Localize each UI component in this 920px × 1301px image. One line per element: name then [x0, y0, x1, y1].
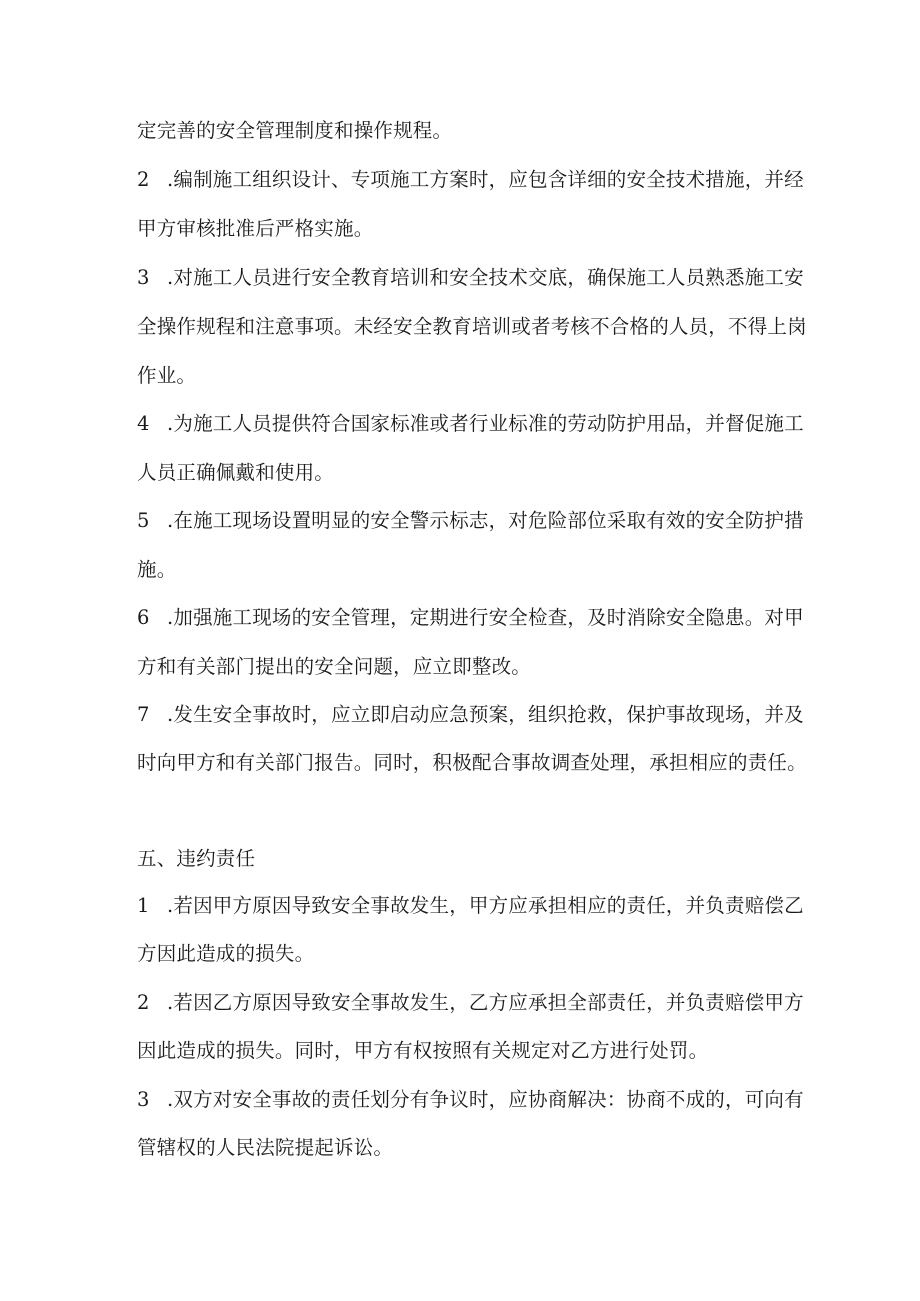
- safety-item-4-line-2: 人员正确佩戴和使用。: [137, 461, 335, 484]
- item-number: 2: [137, 991, 150, 1014]
- safety-item-5-line-1: [137, 508, 804, 534]
- item-text: .若因甲方原因导致安全事故发生，甲方应承担相应的责任，并负责赔偿乙: [167, 894, 804, 917]
- item-number: 5: [137, 509, 150, 532]
- item-text: .加强施工现场的安全管理，定期进行安全检查，及时消除安全隐患。对甲: [167, 606, 804, 629]
- item-text: .为施工人员提供符合国家标准或者行业标准的劳动防护用品，并督促施工: [167, 412, 804, 435]
- item-text: .双方对安全事故的责任划分有争议时，应协商解决：协商不成的，可向有: [167, 1088, 804, 1111]
- liability-item-2-line-1: [137, 990, 804, 1016]
- safety-item-3-line-1: [137, 265, 804, 291]
- item-text: .若因乙方原因导致安全事故发生，乙方应承担全部责任，并负责赔偿甲方: [167, 991, 804, 1014]
- safety-item-7-line-2: 时向甲方和有关部门报告。同时，积极配合事故调查处理，承担相应的责任。: [137, 751, 807, 774]
- safety-item-2-line-1: [137, 167, 804, 193]
- item-number: 1: [137, 894, 150, 917]
- liability-item-1-line-2: 方因此造成的损失。: [137, 942, 315, 965]
- item-number: 3: [137, 266, 150, 289]
- item-number: 3: [137, 1088, 150, 1111]
- safety-item-2-line-2: 甲方审核批准后严格实施。: [137, 217, 374, 240]
- liability-item-2-line-2: 因此造成的损失。同时，甲方有权按照有关规定对乙方进行处罚。: [137, 1039, 709, 1062]
- safety-item-7-line-1: [137, 702, 804, 728]
- item-number: 7: [137, 703, 150, 726]
- liability-item-3-line-2: 管辖权的人民法院提起诉讼。: [137, 1136, 394, 1159]
- intro-tail-line: 定完善的安全管理制度和操作规程。: [137, 119, 453, 142]
- item-number: 4: [137, 412, 150, 435]
- safety-item-3-line-3: 作业。: [137, 364, 197, 387]
- safety-item-3-line-2: 全操作规程和注意事项。未经安全教育培训或者考核不合格的人员，不得上岗: [137, 315, 807, 338]
- safety-item-4-line-1: [137, 411, 804, 437]
- item-number: 6: [137, 606, 150, 629]
- item-text: .在施工现场设置明显的安全警示标志，对危险部位采取有效的安全防护措: [167, 509, 804, 532]
- item-text: .对施工人员进行安全教育培训和安全技术交底，确保施工人员熟悉施工安: [167, 266, 804, 289]
- liability-item-3-line-1: [137, 1087, 804, 1113]
- item-text: .编制施工组织设计、专项施工方案时，应包含详细的安全技术措施，并经: [167, 168, 804, 191]
- section-heading: 五、违约责任: [137, 847, 256, 870]
- safety-item-5-line-2: 施。: [137, 558, 177, 581]
- liability-item-1-line-1: [137, 893, 804, 919]
- item-number: 2: [137, 168, 150, 191]
- item-text: .发生安全事故时，应立即启动应急预案，组织抢救，保护事故现场，并及: [167, 703, 804, 726]
- safety-item-6-line-1: [137, 605, 804, 631]
- safety-item-6-line-2: 方和有关部门提出的安全问题，应立即整改。: [137, 655, 532, 678]
